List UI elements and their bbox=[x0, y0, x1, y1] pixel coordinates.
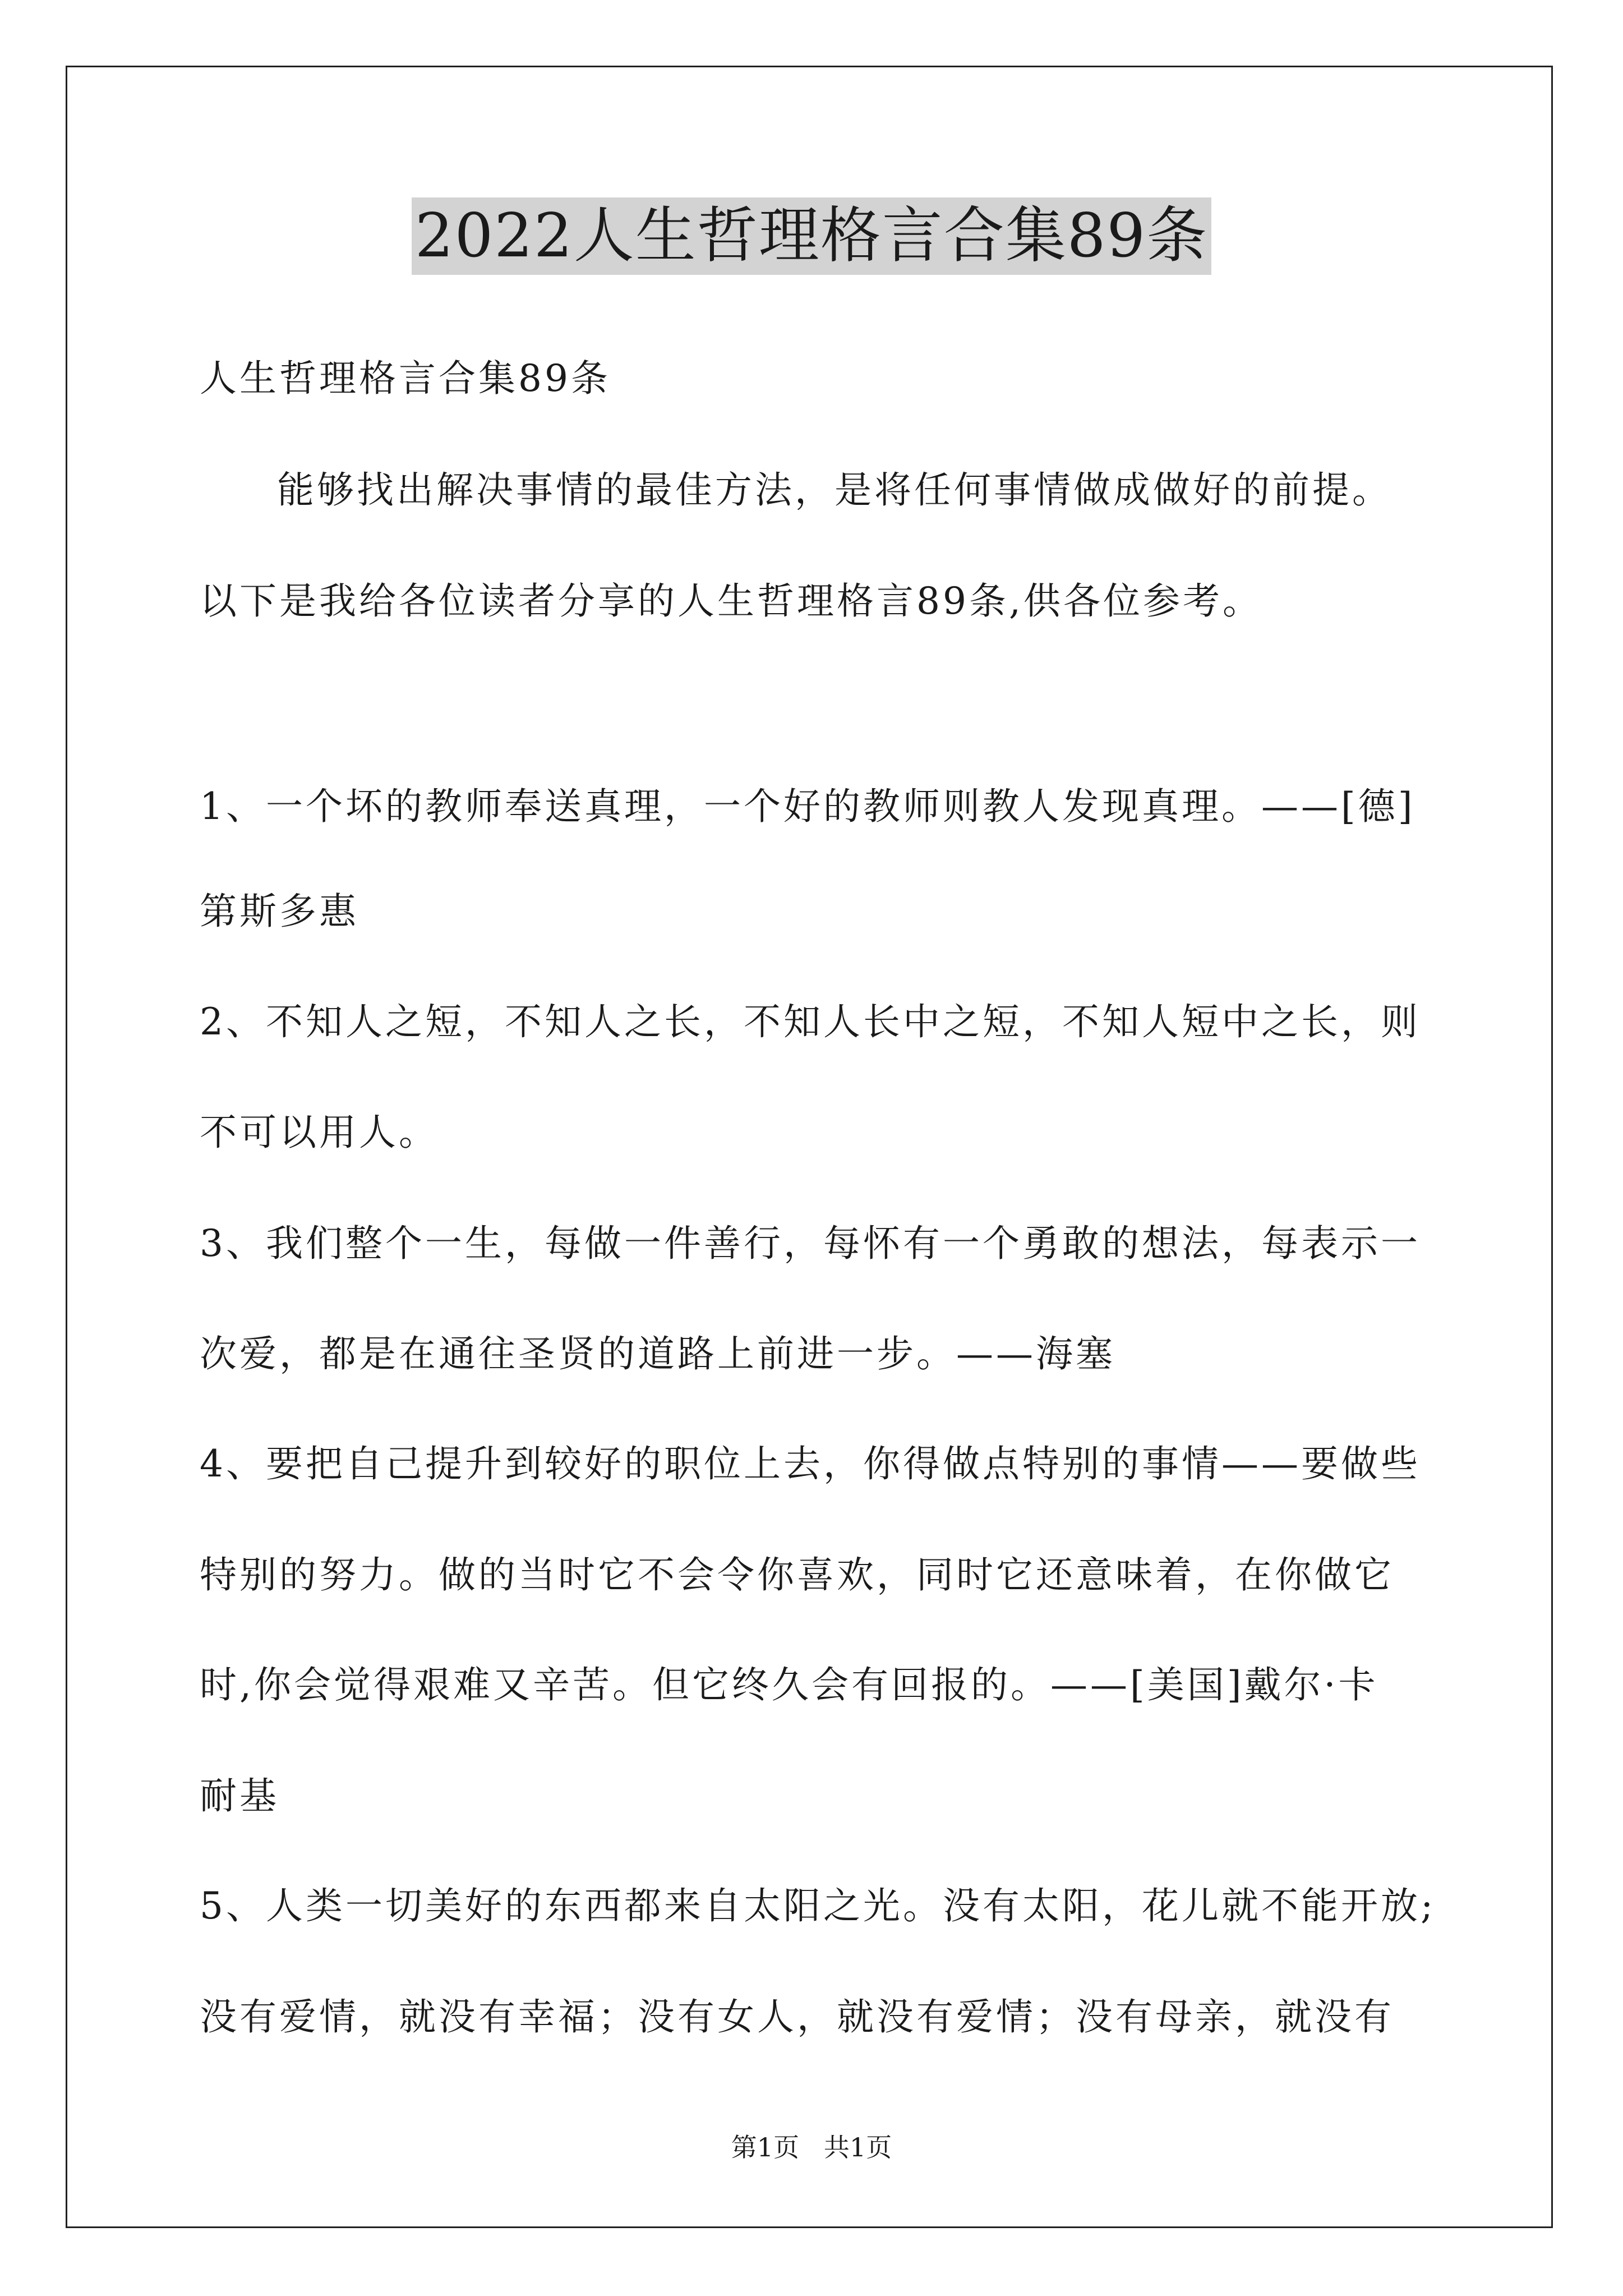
body-line: 第斯多惠 bbox=[200, 890, 359, 933]
body-line: 耐基 bbox=[200, 1774, 279, 1818]
body-line: 4、要把自己提升到较好的职位上去，你得做点特别的事情——要做些 bbox=[200, 1442, 1421, 1485]
body-line: 能够找出解决事情的最佳方法，是将任何事情做成做好的前提。 bbox=[277, 468, 1392, 512]
body-line: 3、我们整个一生，每做一件善行，每怀有一个勇敢的想法，每表示一 bbox=[200, 1222, 1421, 1265]
document-title: 2022人生哲理格言合集89条 bbox=[412, 197, 1211, 275]
document-subtitle: 人生哲理格言合集89条 bbox=[200, 357, 611, 400]
page-footer: 第1页 共1页 bbox=[731, 2132, 892, 2162]
body-line: 5、人类一切美好的东西都来自太阳之光。没有太阳，花儿就不能开放; bbox=[200, 1884, 1436, 1927]
title-wrap bbox=[0, 197, 1623, 275]
body-line: 以下是我给各位读者分享的人生哲理格言89条,供各位参考。 bbox=[200, 579, 1262, 623]
body-line: 时,你会觉得艰难又辛苦。但它终久会有回报的。——[美国]戴尔·卡 bbox=[200, 1663, 1378, 1706]
body-line: 1、一个坏的教师奉送真理，一个好的教师则教人发现真理。——[德] bbox=[200, 785, 1415, 828]
body-line: 没有爱情，就没有幸福；没有女人，就没有爱情；没有母亲，就没有 bbox=[200, 1995, 1394, 2039]
body-line: 特别的努力。做的当时它不会令你喜欢，同时它还意味着，在你做它 bbox=[200, 1553, 1394, 1596]
body-line: 2、不知人之短，不知人之长，不知人长中之短，不知人短中之长，则 bbox=[200, 1000, 1421, 1043]
body-line: 次爱，都是在通往圣贤的道路上前进一步。——海塞 bbox=[200, 1332, 1115, 1375]
body-line: 不可以用人。 bbox=[200, 1111, 439, 1154]
